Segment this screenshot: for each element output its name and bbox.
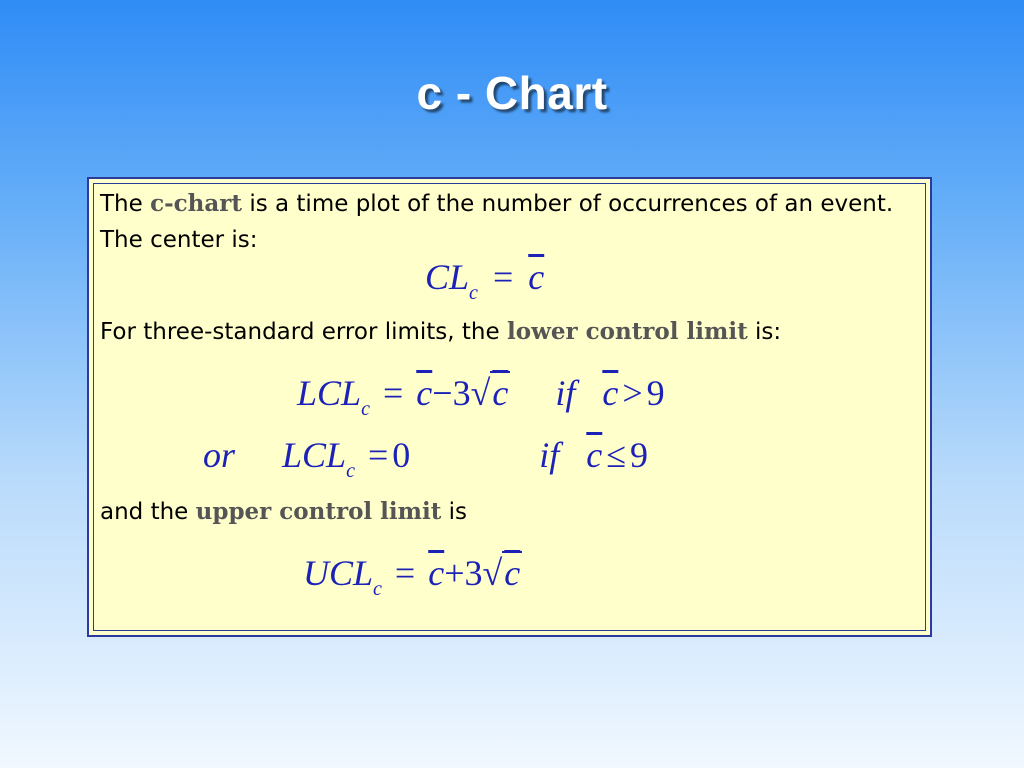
ucl-rad: c (504, 553, 521, 593)
ucl-equation (303, 552, 522, 601)
lcl1-cond-val: 9 (646, 373, 665, 413)
center-line-equation (425, 256, 544, 305)
slide-title: c - Chart (416, 67, 608, 119)
lcl-paragraph (100, 314, 920, 350)
lcl-pre: For three-standard error limits, the (100, 319, 507, 345)
intro-keyword: c-chart (150, 190, 243, 217)
lcl1-lhs: LCL (297, 373, 362, 413)
lcl2-rel: = (367, 435, 389, 475)
lcl1-sub: c (361, 398, 370, 420)
lcl1-three: 3 (452, 373, 471, 413)
lcl-equation-1 (297, 372, 665, 421)
ucl-post: is (441, 499, 468, 525)
ucl-pre: and the (100, 499, 196, 525)
lcl2-val: 0 (392, 435, 411, 475)
lcl2-cond-c: $\overline{c}$ (586, 435, 603, 475)
lcl1-cond-c: $\overline{c}$ (602, 373, 619, 413)
cl-lhs: CL (425, 257, 470, 297)
cl-sub: c (469, 282, 478, 304)
ucl-cbar: $\overline{c}$ (428, 553, 445, 593)
lcl2-sub: c (346, 460, 355, 482)
lcl1-if: if (555, 373, 576, 413)
ucl-plus: + (444, 553, 465, 593)
lcl1-cbar: $\overline{c}$ (416, 373, 433, 413)
ucl-three: 3 (464, 553, 483, 593)
intro-paragraph (100, 186, 920, 258)
cl-rhs-cbar: $\overline{c}$ (528, 257, 545, 297)
lcl-post: is: (747, 319, 782, 345)
lcl2-cond-val: 9 (630, 435, 649, 475)
ucl-paragraph (100, 494, 920, 530)
lcl2-if: if (539, 435, 560, 475)
intro-pre: The (100, 191, 151, 217)
ucl-rel: = (394, 553, 416, 593)
lcl-keyword: lower control limit (506, 318, 748, 345)
cl-rel: = (492, 257, 514, 297)
lcl2-lhs: LCL (282, 435, 347, 475)
ucl-lhs: UCL (303, 553, 374, 593)
lcl1-minus: − (432, 373, 453, 413)
lcl1-rad: c (492, 373, 509, 413)
lcl2-cond-rel: ≤ (606, 435, 627, 475)
lcl2-or: or (203, 435, 236, 475)
lcl1-cond-rel: > (622, 373, 643, 413)
ucl-sqrt: √c (482, 553, 521, 593)
ucl-keyword: upper control limit (195, 498, 442, 525)
ucl-sub: c (373, 578, 382, 600)
lcl1-sqrt: √c (470, 373, 509, 413)
lcl1-rel: = (382, 373, 404, 413)
lcl-equation-2 (203, 434, 648, 483)
intro-post: is a time plot of the number of occurrences of an event. The center is: (100, 191, 894, 253)
